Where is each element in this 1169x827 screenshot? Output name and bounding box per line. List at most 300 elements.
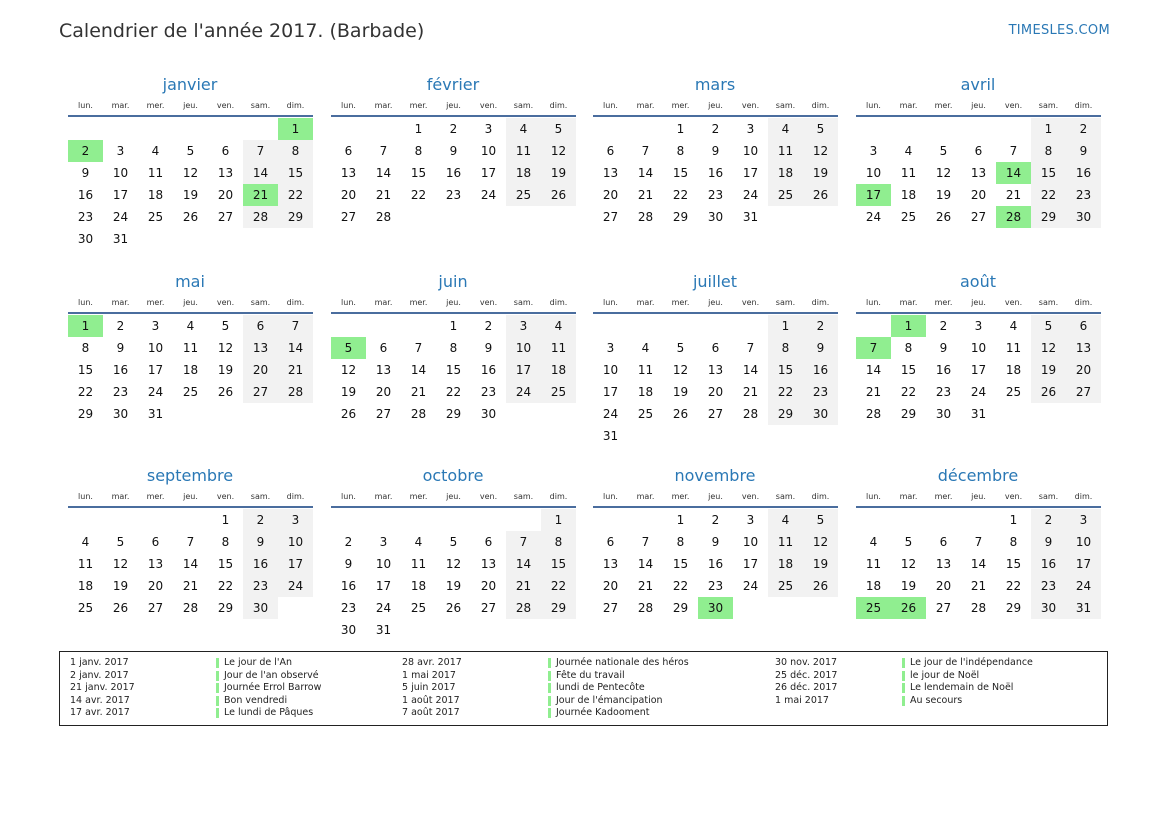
empty-cell: [366, 315, 401, 337]
day-cell: 26: [803, 575, 838, 597]
day-grid: [856, 509, 1101, 619]
day-cell: 20: [1066, 359, 1101, 381]
day-cell: 3: [1066, 509, 1101, 531]
day-cell: 24: [112, 210, 129, 224]
day-cell: 27: [970, 210, 987, 224]
day-cell: 26: [672, 407, 689, 421]
day-cell: 15: [900, 363, 917, 377]
day-cell: 4: [81, 535, 90, 549]
day-cell: 20: [375, 385, 392, 399]
legend-name: Jour de l'an observé: [224, 669, 319, 681]
weekday-label: lun.: [341, 492, 356, 501]
day-cell: 3: [746, 513, 755, 527]
holiday-day-cell: 14: [996, 162, 1031, 184]
day-cell: 18: [768, 162, 803, 184]
day-cell: 5: [541, 118, 576, 140]
day-cell: 7: [379, 144, 388, 158]
month-title: mai: [175, 272, 205, 291]
day-cell: 10: [865, 166, 882, 180]
day-cell: 15: [541, 553, 576, 575]
day-cell: 25: [77, 601, 94, 615]
day-cell: 17: [480, 166, 497, 180]
weekday-label: ven.: [479, 298, 498, 307]
holiday-day-cell: 5: [331, 337, 366, 359]
day-cell: 15: [1005, 557, 1022, 571]
day-cell: 7: [506, 531, 541, 553]
day-cell: 12: [803, 140, 838, 162]
day-cell: 7: [746, 341, 755, 355]
empty-cell: [733, 315, 768, 337]
day-cell: 4: [768, 509, 803, 531]
day-cell: 12: [935, 166, 952, 180]
empty-cell: [698, 315, 733, 337]
weekday-label: dim.: [811, 298, 830, 307]
month-title: juillet: [692, 272, 738, 291]
day-cell: 2: [243, 509, 278, 531]
day-cell: 23: [77, 210, 94, 224]
day-cell: 4: [151, 144, 160, 158]
empty-cell: [103, 509, 138, 531]
day-cell: 17: [602, 385, 619, 399]
day-cell: 11: [506, 140, 541, 162]
weekday-label: mer.: [146, 492, 165, 501]
month-title: septembre: [146, 466, 234, 485]
weekday-label: dim.: [1074, 492, 1093, 501]
day-cell: 16: [243, 553, 278, 575]
day-cell: 3: [484, 122, 493, 136]
day-cell: 14: [410, 363, 427, 377]
weekday-label: sam.: [250, 298, 271, 307]
day-cell: 6: [344, 144, 353, 158]
day-cell: 12: [1031, 337, 1066, 359]
day-cell: 18: [637, 385, 654, 399]
weekday-label: lun.: [341, 298, 356, 307]
weekday-label: lun.: [603, 492, 618, 501]
weekday-header: [593, 296, 838, 314]
day-cell: 14: [742, 363, 759, 377]
day-cell: 22: [1031, 184, 1066, 206]
day-cell: 21: [637, 188, 654, 202]
day-cell: 2: [711, 122, 720, 136]
day-cell: 9: [711, 535, 720, 549]
day-cell: 21: [375, 188, 392, 202]
day-cell: 12: [445, 557, 462, 571]
day-cell: 6: [1066, 315, 1101, 337]
weekday-label: mar.: [374, 298, 393, 307]
day-cell: 7: [186, 535, 195, 549]
day-cell: 8: [676, 535, 685, 549]
weekday-label: mar.: [899, 298, 918, 307]
legend-name: Le jour de l'indépendance: [910, 657, 1033, 668]
day-cell: 26: [445, 601, 462, 615]
day-cell: 19: [935, 188, 952, 202]
weekday-label: ven.: [216, 492, 235, 501]
weekday-header: [856, 99, 1101, 117]
legend-date: 17 avr. 2017: [70, 707, 130, 719]
month-title: janvier: [162, 75, 218, 94]
day-cell: 8: [81, 341, 90, 355]
day-cell: 18: [182, 363, 199, 377]
day-cell: 29: [672, 601, 689, 615]
weekday-label: mar.: [899, 101, 918, 110]
weekday-label: ven.: [479, 492, 498, 501]
day-cell: 6: [606, 144, 615, 158]
day-cell: 13: [147, 557, 164, 571]
holiday-day-cell: 21: [243, 184, 278, 206]
empty-cell: [208, 118, 243, 140]
day-cell: 18: [865, 579, 882, 593]
day-cell: 22: [768, 381, 803, 403]
weekday-label: sam.: [775, 492, 796, 501]
day-cell: 16: [480, 363, 497, 377]
weekday-label: ven.: [1004, 101, 1023, 110]
day-cell: 20: [480, 579, 497, 593]
day-cell: 5: [186, 144, 195, 158]
day-cell: 12: [217, 341, 234, 355]
day-cell: 21: [1005, 188, 1022, 202]
month-octobre: [330, 465, 576, 641]
day-cell: 7: [641, 144, 650, 158]
day-cell: 14: [278, 337, 313, 359]
legend-name: Fête du travail: [556, 669, 625, 681]
holiday-legend: [59, 651, 1108, 726]
day-cell: 17: [112, 188, 129, 202]
day-grid: [68, 118, 313, 250]
day-cell: 27: [375, 407, 392, 421]
day-cell: 9: [243, 531, 278, 553]
day-cell: 30: [935, 407, 952, 421]
day-cell: 23: [803, 381, 838, 403]
weekday-label: jeu.: [183, 101, 198, 110]
month-title: décembre: [937, 466, 1019, 485]
day-cell: 5: [939, 144, 948, 158]
day-cell: 5: [803, 509, 838, 531]
weekday-label: sam.: [1038, 492, 1059, 501]
month-title: février: [426, 75, 480, 94]
day-cell: 24: [1066, 575, 1101, 597]
weekday-label: mer.: [409, 101, 428, 110]
month-septembre: [67, 465, 313, 619]
weekday-label: jeu.: [708, 298, 723, 307]
day-cell: 1: [768, 315, 803, 337]
day-cell: 11: [865, 557, 882, 571]
day-cell: 15: [278, 162, 313, 184]
weekday-label: dim.: [549, 298, 568, 307]
month-novembre: [592, 465, 838, 619]
day-cell: 24: [147, 385, 164, 399]
day-cell: 13: [602, 166, 619, 180]
day-cell: 16: [340, 579, 357, 593]
day-cell: 23: [1066, 184, 1101, 206]
month-title: avril: [960, 75, 996, 94]
weekday-label: lun.: [341, 101, 356, 110]
day-cell: 9: [484, 341, 493, 355]
day-cell: 14: [865, 363, 882, 377]
day-cell: 28: [410, 407, 427, 421]
day-cell: 25: [768, 184, 803, 206]
day-cell: 13: [602, 557, 619, 571]
empty-cell: [331, 509, 366, 531]
weekday-label: ven.: [741, 492, 760, 501]
day-cell: 28: [742, 407, 759, 421]
day-cell: 20: [935, 579, 952, 593]
weekday-label: mer.: [671, 298, 690, 307]
day-cell: 29: [217, 601, 234, 615]
day-cell: 13: [243, 337, 278, 359]
empty-cell: [856, 509, 891, 531]
day-cell: 12: [900, 557, 917, 571]
day-cell: 11: [410, 557, 427, 571]
day-cell: 31: [970, 407, 987, 421]
weekday-label: dim.: [286, 298, 305, 307]
legend-name: Journée Errol Barrow: [224, 682, 322, 694]
weekday-label: mar.: [374, 492, 393, 501]
day-cell: 20: [970, 188, 987, 202]
day-cell: 12: [112, 557, 129, 571]
day-cell: 16: [112, 363, 129, 377]
weekday-label: dim.: [1074, 101, 1093, 110]
day-cell: 27: [707, 407, 724, 421]
month-février: [330, 74, 576, 228]
day-cell: 21: [410, 385, 427, 399]
day-grid: [68, 509, 313, 619]
day-cell: 19: [182, 188, 199, 202]
day-cell: 25: [410, 601, 427, 615]
day-cell: 31: [375, 623, 392, 637]
day-cell: 27: [243, 381, 278, 403]
day-cell: 19: [900, 579, 917, 593]
empty-cell: [366, 118, 401, 140]
day-cell: 2: [449, 122, 458, 136]
day-cell: 6: [151, 535, 160, 549]
day-cell: 21: [278, 359, 313, 381]
day-cell: 23: [1031, 575, 1066, 597]
day-cell: 10: [506, 337, 541, 359]
day-cell: 27: [217, 210, 234, 224]
day-cell: 18: [77, 579, 94, 593]
day-cell: 25: [506, 184, 541, 206]
day-cell: 27: [340, 210, 357, 224]
legend-date: 14 avr. 2017: [70, 694, 130, 706]
day-cell: 8: [676, 144, 685, 158]
day-cell: 29: [768, 403, 803, 425]
empty-cell: [628, 509, 663, 531]
empty-cell: [996, 118, 1031, 140]
weekday-label: lun.: [866, 101, 881, 110]
weekday-header: [68, 296, 313, 314]
day-cell: 23: [445, 188, 462, 202]
day-cell: 28: [637, 601, 654, 615]
weekday-label: sam.: [513, 101, 534, 110]
weekday-label: ven.: [1004, 298, 1023, 307]
day-cell: 16: [1031, 553, 1066, 575]
day-cell: 1: [541, 509, 576, 531]
day-cell: 27: [935, 601, 952, 615]
weekday-label: lun.: [603, 298, 618, 307]
day-cell: 6: [379, 341, 388, 355]
weekday-header: [331, 296, 576, 314]
day-cell: 3: [869, 144, 878, 158]
day-cell: 11: [77, 557, 94, 571]
day-cell: 11: [182, 341, 199, 355]
day-cell: 17: [1066, 553, 1101, 575]
empty-cell: [961, 509, 996, 531]
day-cell: 22: [1005, 579, 1022, 593]
day-cell: 1: [1009, 513, 1018, 527]
day-cell: 15: [1031, 162, 1066, 184]
day-cell: 24: [742, 579, 759, 593]
day-cell: 10: [480, 144, 497, 158]
day-cell: 23: [707, 188, 724, 202]
empty-cell: [593, 315, 628, 337]
day-cell: 28: [865, 407, 882, 421]
weekday-label: mar.: [636, 298, 655, 307]
day-grid: [331, 509, 576, 641]
day-cell: 22: [278, 184, 313, 206]
empty-cell: [926, 118, 961, 140]
empty-cell: [593, 118, 628, 140]
day-cell: 9: [116, 341, 125, 355]
day-cell: 1: [676, 513, 685, 527]
day-cell: 19: [340, 385, 357, 399]
weekday-label: mar.: [899, 492, 918, 501]
day-cell: 28: [182, 601, 199, 615]
day-cell: 26: [340, 407, 357, 421]
day-cell: 9: [939, 341, 948, 355]
day-cell: 24: [742, 188, 759, 202]
weekday-label: sam.: [1038, 298, 1059, 307]
day-cell: 16: [445, 166, 462, 180]
day-cell: 19: [445, 579, 462, 593]
day-cell: 16: [707, 557, 724, 571]
day-cell: 11: [147, 166, 164, 180]
day-cell: 10: [278, 531, 313, 553]
day-cell: 3: [379, 535, 388, 549]
weekday-header: [593, 99, 838, 117]
weekday-label: lun.: [78, 298, 93, 307]
day-cell: 24: [602, 407, 619, 421]
weekday-header: [331, 99, 576, 117]
empty-cell: [173, 118, 208, 140]
legend-date: 1 mai 2017: [775, 694, 829, 706]
empty-cell: [173, 509, 208, 531]
legend-dates-col-1: [70, 657, 135, 720]
day-cell: 16: [935, 363, 952, 377]
day-cell: 20: [243, 359, 278, 381]
legend-dates-col-3: [775, 657, 837, 707]
day-cell: 28: [375, 210, 392, 224]
day-cell: 19: [672, 385, 689, 399]
day-cell: 4: [186, 319, 195, 333]
weekday-label: sam.: [775, 298, 796, 307]
day-cell: 28: [506, 597, 541, 619]
day-cell: 19: [112, 579, 129, 593]
weekday-label: dim.: [286, 101, 305, 110]
empty-cell: [401, 315, 436, 337]
day-cell: 21: [865, 385, 882, 399]
day-cell: 24: [506, 381, 541, 403]
day-cell: 18: [768, 553, 803, 575]
day-cell: 22: [445, 385, 462, 399]
weekday-label: mar.: [636, 101, 655, 110]
day-cell: 18: [410, 579, 427, 593]
day-cell: 10: [970, 341, 987, 355]
day-cell: 13: [480, 557, 497, 571]
day-cell: 12: [672, 363, 689, 377]
empty-cell: [331, 118, 366, 140]
day-cell: 20: [602, 579, 619, 593]
day-cell: 11: [768, 531, 803, 553]
legend-name: Le jour de l'An: [224, 657, 293, 668]
weekday-label: mer.: [146, 101, 165, 110]
weekday-label: mer.: [409, 492, 428, 501]
day-cell: 23: [480, 385, 497, 399]
day-cell: 3: [606, 341, 615, 355]
day-cell: 15: [445, 363, 462, 377]
day-cell: 10: [742, 535, 759, 549]
day-cell: 1: [221, 513, 230, 527]
legend-color-marker: [902, 658, 905, 708]
day-cell: 4: [1009, 319, 1018, 333]
day-cell: 26: [182, 210, 199, 224]
day-cell: 17: [375, 579, 392, 593]
day-cell: 26: [1031, 381, 1066, 403]
day-grid: [593, 509, 838, 619]
day-cell: 22: [672, 188, 689, 202]
legend-name: Journée Kadooment: [556, 707, 650, 719]
day-cell: 9: [344, 557, 353, 571]
day-cell: 5: [803, 118, 838, 140]
weekday-label: sam.: [250, 492, 271, 501]
empty-cell: [961, 118, 996, 140]
day-cell: 30: [1031, 597, 1066, 619]
legend-color-marker: [216, 658, 219, 721]
day-cell: 31: [602, 429, 619, 443]
day-cell: 22: [900, 385, 917, 399]
page-title: Calendrier de l'année 2017. (Barbade): [59, 20, 425, 42]
day-cell: 5: [116, 535, 125, 549]
day-cell: 13: [340, 166, 357, 180]
empty-cell: [366, 509, 401, 531]
day-cell: 26: [217, 385, 234, 399]
day-cell: 31: [1066, 597, 1101, 619]
day-grid: [593, 118, 838, 228]
month-title: novembre: [674, 466, 756, 485]
day-cell: 21: [970, 579, 987, 593]
day-cell: 18: [541, 359, 576, 381]
empty-cell: [926, 509, 961, 531]
month-title: juin: [438, 272, 468, 291]
weekday-label: ven.: [216, 298, 235, 307]
site-link[interactable]: TIMESLES.COM: [1008, 23, 1110, 38]
day-cell: 30: [480, 407, 497, 421]
day-cell: 7: [414, 341, 423, 355]
legend-date: 28 avr. 2017: [402, 657, 462, 668]
day-cell: 4: [768, 118, 803, 140]
day-cell: 15: [410, 166, 427, 180]
day-cell: 10: [1066, 531, 1101, 553]
weekday-label: mer.: [146, 298, 165, 307]
weekday-label: dim.: [286, 492, 305, 501]
empty-cell: [401, 509, 436, 531]
day-cell: 2: [344, 535, 353, 549]
day-cell: 20: [340, 188, 357, 202]
weekday-header: [856, 296, 1101, 314]
weekday-label: jeu.: [971, 492, 986, 501]
day-cell: 12: [340, 363, 357, 377]
day-cell: 30: [243, 597, 278, 619]
legend-date: 25 déc. 2017: [775, 669, 838, 681]
